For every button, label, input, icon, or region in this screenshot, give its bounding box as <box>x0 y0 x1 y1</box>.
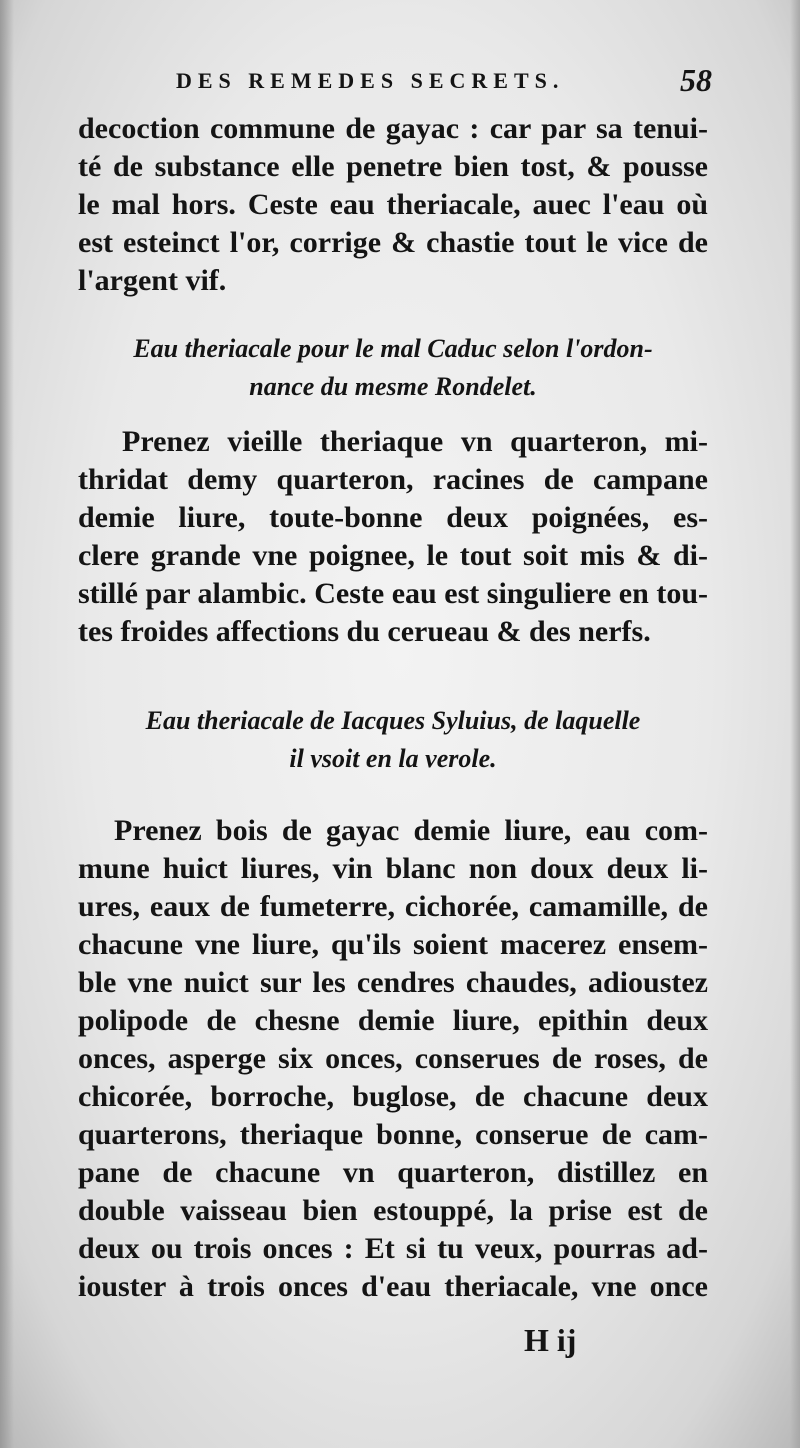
text-line: iouster à trois onces d'eau theriacale, vne once <box>78 1270 708 1303</box>
text-line: té de substance elle penetre bien tost, & pousse <box>78 150 708 183</box>
text-line: onces, asperge six onces, conserues de roses, de <box>78 1042 708 1075</box>
page-edge-shadow <box>0 0 14 1448</box>
text-line: chacune vne liure, qu'ils soient macerez ensem- <box>78 928 708 961</box>
text-line: double vaisseau bien estouppé, la prise est de <box>78 1194 708 1227</box>
signature-mark: H ij <box>524 1322 577 1358</box>
text-line: stillé par alambic. Ceste eau est singuliere en tou- <box>78 577 708 610</box>
section-heading <box>78 702 708 778</box>
paragraph-recipe <box>78 812 708 1306</box>
text-line: ble vne nuict sur les cendres chaudes, adioustez <box>78 966 708 999</box>
text-line: decoction commune de gayac : car par sa tenui- <box>78 112 708 145</box>
text-line: deux ou trois onces : Et si tu veux, pourras ad- <box>78 1232 708 1265</box>
text-line: chicorée, borroche, buglose, de chacune deux <box>78 1080 708 1113</box>
text-line: pane de chacune vn quarteron, distillez en <box>78 1156 708 1189</box>
text-line: est esteinct l'or, corrige & chastie tout le vice de <box>78 226 708 259</box>
heading-line: nance du mesme Rondelet. <box>249 372 537 401</box>
page-header <box>76 62 716 112</box>
page-number: 58 <box>680 62 712 98</box>
heading-line: Eau theriacale de Iacques Syluius, de laquelle <box>145 706 641 735</box>
text-line: thridat demy quarteron, racines de campane <box>78 463 708 496</box>
text-line: clere grande vne poignee, le tout soit mis & di- <box>78 539 708 572</box>
paragraph-recipe <box>78 423 708 651</box>
text-line: ures, eaux de fumeterre, cichorée, camamille, de <box>78 890 708 923</box>
text-line: tes froides affections du cerueau & des nerfs. <box>78 615 651 648</box>
running-head: DES REMEDES SECRETS. <box>176 68 565 93</box>
text-line: l'argent vif. <box>78 264 227 297</box>
text-line: mune huict liures, vin blanc non doux deux li- <box>78 852 708 885</box>
text-line: quarterons, theriaque bonne, conserue de cam- <box>78 1118 708 1151</box>
paragraph-continued <box>78 110 708 300</box>
text-line: Prenez vieille theriaque vn quarteron, mi- <box>122 425 708 458</box>
text-line: le mal hors. Ceste eau theriacale, auec l'eau où <box>78 188 708 221</box>
text-line: Prenez bois de gayac demie liure, eau com- <box>114 814 708 847</box>
text-line: demie liure, toute-bonne deux poignées, es- <box>78 501 708 534</box>
page-edge-shadow <box>790 0 800 1448</box>
text-line: polipode de chesne demie liure, epithin deux <box>78 1004 708 1037</box>
heading-line: Eau theriacale pour le mal Caduc selon l'ordon- <box>133 334 653 363</box>
heading-line: il vsoit en la verole. <box>289 744 497 773</box>
section-heading <box>78 330 708 406</box>
